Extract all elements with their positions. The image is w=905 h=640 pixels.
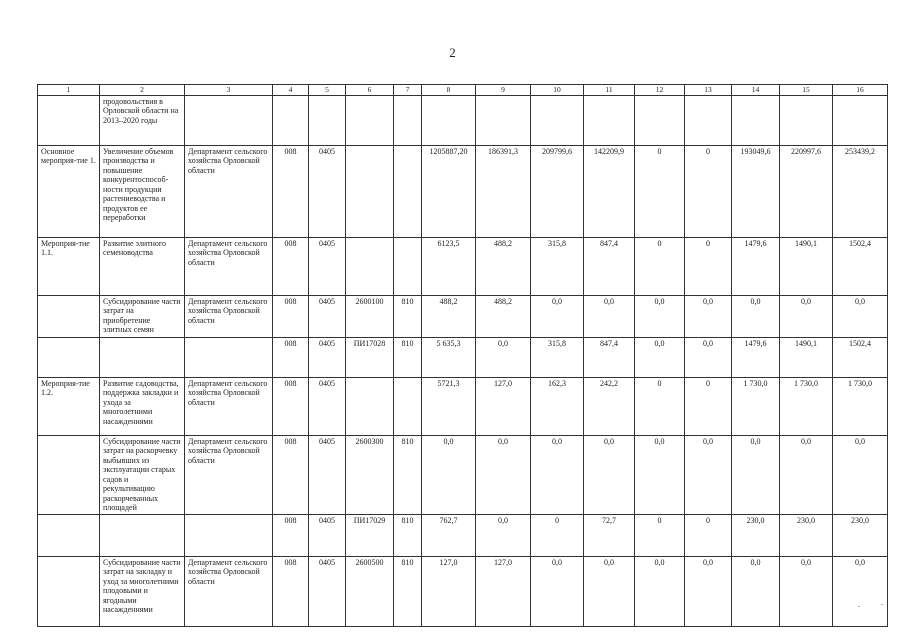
table-cell: Мероприя-тие 1.2. bbox=[38, 377, 100, 435]
table-cell: 0405 bbox=[309, 295, 346, 337]
table-cell: 0405 bbox=[309, 145, 346, 237]
table-cell: 0 bbox=[635, 145, 685, 237]
table-cell: Мероприя-тие 1.1. bbox=[38, 237, 100, 295]
table-cell: 72,7 bbox=[584, 514, 635, 556]
table-cell: Увеличение объемов производства и повышение конкурентоспособ-ности продукции растениеводства и продуктов ее переработки bbox=[100, 145, 185, 237]
table-cell: 0405 bbox=[309, 377, 346, 435]
column-header: 8 bbox=[422, 85, 476, 96]
table-cell: 0 bbox=[685, 237, 732, 295]
table-cell: 810 bbox=[394, 337, 422, 377]
table-cell: 488,2 bbox=[476, 237, 531, 295]
table-cell: 0,0 bbox=[635, 337, 685, 377]
table-cell: 186391,3 bbox=[476, 145, 531, 237]
table-cell: 0,0 bbox=[685, 337, 732, 377]
table-cell: 0,0 bbox=[584, 556, 635, 626]
table-cell: 0,0 bbox=[531, 556, 584, 626]
table-cell: 0,0 bbox=[732, 435, 780, 514]
table-cell bbox=[584, 95, 635, 145]
table-cell: 127,0 bbox=[476, 556, 531, 626]
table-cell: 0,0 bbox=[476, 337, 531, 377]
budget-table bbox=[37, 84, 888, 627]
table-cell: 008 bbox=[273, 377, 309, 435]
table-cell: 5 635,3 bbox=[422, 337, 476, 377]
table-cell: Департамент сельского хозяйства Орловской области bbox=[185, 435, 273, 514]
table-cell: ПИ17029 bbox=[346, 514, 394, 556]
table-cell: 0,0 bbox=[584, 295, 635, 337]
table-cell: 810 bbox=[394, 556, 422, 626]
table-cell: 1490,1 bbox=[780, 237, 833, 295]
table-cell: Развитие элитного семеноводства bbox=[100, 237, 185, 295]
column-header: 12 bbox=[635, 85, 685, 96]
column-header: 3 bbox=[185, 85, 273, 96]
table-row bbox=[38, 556, 888, 626]
table-cell: 0,0 bbox=[635, 556, 685, 626]
table-cell: 242,2 bbox=[584, 377, 635, 435]
table-cell: 0,0 bbox=[584, 435, 635, 514]
table-cell: 0 bbox=[635, 237, 685, 295]
table-cell bbox=[346, 95, 394, 145]
table-cell: 5721,3 bbox=[422, 377, 476, 435]
table-cell: 0,0 bbox=[732, 295, 780, 337]
table-cell: 193049,6 bbox=[732, 145, 780, 237]
table-cell bbox=[394, 377, 422, 435]
table-cell: 0 bbox=[685, 145, 732, 237]
table-cell bbox=[394, 145, 422, 237]
page-number: 2 bbox=[449, 45, 456, 60]
column-header: 10 bbox=[531, 85, 584, 96]
table-cell: 847,4 bbox=[584, 337, 635, 377]
table-cell: 220997,6 bbox=[780, 145, 833, 237]
table-cell: 1 730,0 bbox=[732, 377, 780, 435]
table-cell: 762,7 bbox=[422, 514, 476, 556]
table-cell: 810 bbox=[394, 435, 422, 514]
table-cell: 0,0 bbox=[685, 295, 732, 337]
table-row bbox=[38, 145, 888, 237]
table-cell: Субсидирование части затрат на раскорчевку выбывших из эксплуатации старых садов и рекультивацию раскорчеванных площадей bbox=[100, 435, 185, 514]
table-cell: 230,0 bbox=[833, 514, 888, 556]
table-cell: 810 bbox=[394, 514, 422, 556]
table-cell bbox=[422, 95, 476, 145]
table-row bbox=[38, 95, 888, 145]
table-cell: 008 bbox=[273, 556, 309, 626]
table-cell: 0,0 bbox=[635, 435, 685, 514]
table-cell: Субсидирование части затрат на приобретение элитных семян bbox=[100, 295, 185, 337]
table-cell bbox=[394, 95, 422, 145]
table-cell bbox=[346, 145, 394, 237]
table-cell: Основное мероприя-тие 1. bbox=[38, 145, 100, 237]
column-header: 1 bbox=[38, 85, 100, 96]
table-cell: 1502,4 bbox=[833, 337, 888, 377]
table-cell: 230,0 bbox=[780, 514, 833, 556]
table-cell: 488,2 bbox=[422, 295, 476, 337]
table-cell: 847,4 bbox=[584, 237, 635, 295]
column-header: 16 bbox=[833, 85, 888, 96]
table-cell: 253439,2 bbox=[833, 145, 888, 237]
table-cell: 1205887,20 bbox=[422, 145, 476, 237]
table-cell: 008 bbox=[273, 435, 309, 514]
table-cell: 0,0 bbox=[780, 435, 833, 514]
table-row bbox=[38, 295, 888, 337]
table-cell: Субсидирование части затрат на закладку и уход за многолетними плодовыми и ягодными насаждениями bbox=[100, 556, 185, 626]
table-cell: 1479,6 bbox=[732, 237, 780, 295]
table-cell bbox=[346, 237, 394, 295]
table-cell: 488,2 bbox=[476, 295, 531, 337]
table-cell: 0,0 bbox=[531, 295, 584, 337]
table-cell: 315,8 bbox=[531, 237, 584, 295]
table-cell: ПИ17028 bbox=[346, 337, 394, 377]
table-cell bbox=[309, 95, 346, 145]
table-cell: 0,0 bbox=[780, 295, 833, 337]
table-cell: 2600100 bbox=[346, 295, 394, 337]
table-cell: 230,0 bbox=[732, 514, 780, 556]
table-cell: 1 730,0 bbox=[833, 377, 888, 435]
table-row bbox=[38, 435, 888, 514]
table-cell: 162,3 bbox=[531, 377, 584, 435]
table-cell bbox=[185, 337, 273, 377]
column-header: 7 bbox=[394, 85, 422, 96]
table-cell: 008 bbox=[273, 295, 309, 337]
table-cell: 1490,1 bbox=[780, 337, 833, 377]
table-cell bbox=[38, 514, 100, 556]
header-row bbox=[38, 85, 888, 96]
table-cell: 0,0 bbox=[476, 435, 531, 514]
table-cell: 0405 bbox=[309, 556, 346, 626]
table-row bbox=[38, 377, 888, 435]
table-cell bbox=[833, 95, 888, 145]
table-cell bbox=[273, 95, 309, 145]
table-cell bbox=[394, 237, 422, 295]
table-cell: 2600300 bbox=[346, 435, 394, 514]
column-header: 13 bbox=[685, 85, 732, 96]
table-cell bbox=[732, 95, 780, 145]
table-cell bbox=[185, 514, 273, 556]
column-header: 2 bbox=[100, 85, 185, 96]
table-cell bbox=[38, 295, 100, 337]
table-cell bbox=[38, 556, 100, 626]
table-cell: 0405 bbox=[309, 435, 346, 514]
column-header: 15 bbox=[780, 85, 833, 96]
table-cell: 0,0 bbox=[833, 295, 888, 337]
table-cell: 0 bbox=[685, 514, 732, 556]
table-cell: 315,8 bbox=[531, 337, 584, 377]
table-cell: 0,0 bbox=[422, 435, 476, 514]
table-cell: 0 bbox=[531, 514, 584, 556]
table-cell: 008 bbox=[273, 514, 309, 556]
scan-mark: . bbox=[881, 598, 883, 607]
table-cell: Департамент сельского хозяйства Орловской области bbox=[185, 295, 273, 337]
table-cell: 2600500 bbox=[346, 556, 394, 626]
table-cell bbox=[185, 95, 273, 145]
table-cell: Департамент сельского хозяйства Орловской области bbox=[185, 237, 273, 295]
table-cell bbox=[685, 95, 732, 145]
table-cell: 127,0 bbox=[422, 556, 476, 626]
table-cell: 810 bbox=[394, 295, 422, 337]
table-cell bbox=[635, 95, 685, 145]
table-cell bbox=[346, 377, 394, 435]
table-cell: 0,0 bbox=[531, 435, 584, 514]
table-cell: 0405 bbox=[309, 337, 346, 377]
table-cell: 0405 bbox=[309, 237, 346, 295]
scan-mark: . bbox=[858, 600, 860, 609]
table-cell: 1 730,0 bbox=[780, 377, 833, 435]
table-cell: 0,0 bbox=[635, 295, 685, 337]
table-cell: 0,0 bbox=[732, 556, 780, 626]
column-header: 14 bbox=[732, 85, 780, 96]
table-cell: 0,0 bbox=[685, 556, 732, 626]
table-cell: 1479,6 bbox=[732, 337, 780, 377]
table-cell: 1502,4 bbox=[833, 237, 888, 295]
table-cell: 0,0 bbox=[780, 556, 833, 626]
table-cell: 0,0 bbox=[833, 556, 888, 626]
table-cell: Департамент сельского хозяйства Орловской области bbox=[185, 556, 273, 626]
table-cell: 0 bbox=[635, 514, 685, 556]
table-cell: 127,0 bbox=[476, 377, 531, 435]
table-row bbox=[38, 237, 888, 295]
table-cell: 209799,6 bbox=[531, 145, 584, 237]
table-cell: 008 bbox=[273, 145, 309, 237]
column-header: 11 bbox=[584, 85, 635, 96]
table-cell: Департамент сельского хозяйства Орловской области bbox=[185, 377, 273, 435]
table-cell bbox=[38, 435, 100, 514]
table-cell: 0405 bbox=[309, 514, 346, 556]
table-cell bbox=[38, 95, 100, 145]
table-cell: 0,0 bbox=[833, 435, 888, 514]
table-cell bbox=[100, 514, 185, 556]
table-cell bbox=[38, 337, 100, 377]
table-cell: 0 bbox=[635, 377, 685, 435]
table-cell bbox=[780, 95, 833, 145]
column-header: 6 bbox=[346, 85, 394, 96]
table-row bbox=[38, 337, 888, 377]
table-cell: 0,0 bbox=[685, 435, 732, 514]
column-header: 5 bbox=[309, 85, 346, 96]
table-cell: 6123,5 bbox=[422, 237, 476, 295]
table-cell: 0,0 bbox=[476, 514, 531, 556]
table-cell: Департамент сельского хозяйства Орловской области bbox=[185, 145, 273, 237]
table-cell: 008 bbox=[273, 237, 309, 295]
table-cell bbox=[531, 95, 584, 145]
table-row bbox=[38, 514, 888, 556]
table-cell: Развитие садоводства, поддержка закладки и ухода за многолетними насаждениями bbox=[100, 377, 185, 435]
table-cell: продовольствия в Орловской области на 2013–2020 годы bbox=[100, 95, 185, 145]
column-header: 9 bbox=[476, 85, 531, 96]
table-cell: 008 bbox=[273, 337, 309, 377]
column-header: 4 bbox=[273, 85, 309, 96]
table-cell: 142209,9 bbox=[584, 145, 635, 237]
table-cell bbox=[100, 337, 185, 377]
table-cell bbox=[476, 95, 531, 145]
table-cell: 0 bbox=[685, 377, 732, 435]
